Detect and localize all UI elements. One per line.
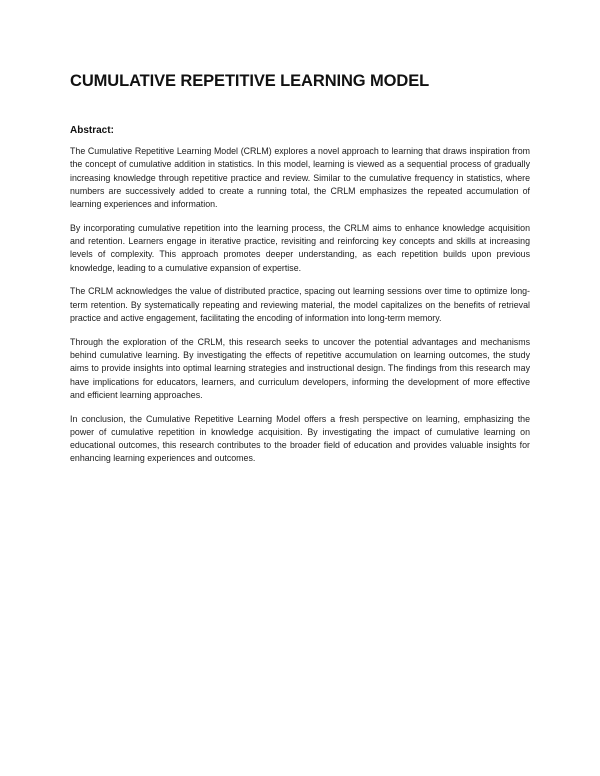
abstract-paragraph-2: By incorporating cumulative repetition into the learning process, the CRLM aims to enhance knowledge acquisition and retention. Learners engage in iterative practice, revisiting and reinforcing key concepts and skills at increasing levels of complexity. This approach promotes deeper understanding, as each repetition builds upon previous knowledge, leading to a cumulative expansion of expertise. <box>70 222 530 273</box>
abstract-heading: Abstract: <box>70 125 114 136</box>
document-title: CUMULATIVE REPETITIVE LEARNING MODEL <box>70 72 430 90</box>
abstract-paragraph-3: The CRLM acknowledges the value of distributed practice, spacing out learning sessions over time to optimize long-term retention. By systematically repeating and reviewing material, the model capitalizes on the benefits of retrieval practice and active engagement, facilitating the encoding of information into long-term memory. <box>70 286 530 323</box>
abstract-paragraph-5: In conclusion, the Cumulative Repetitive Learning Model offers a fresh perspective on learning, emphasizing the power of cumulative repetition in knowledge acquisition. By investigating the impact of cumulative learning on educational outcomes, this research contributes to the broader field of education and provides valuable insights for enhancing learning experiences and outcomes. <box>70 413 530 464</box>
abstract-paragraph-1: The Cumulative Repetitive Learning Model (CRLM) explores a novel approach to learning that draws inspiration from the concept of cumulative addition in statistics. In this model, learning is viewed as a sequential process of gradually increasing knowledge through repetitive practice and review. Similar to the cumulative frequency in statistics, where numbers are successively added to create a running total, the CRLM emphasizes the repeated accumulation of learning experiences and information. <box>70 146 530 209</box>
abstract-paragraph-4: Through the exploration of the CRLM, this research seeks to uncover the potential advantages and mechanisms behind cumulative learning. By investigating the effects of repetitive accumulation on learning outcomes, the study aims to provide insights into optimal learning strategies and instructional design. The findings from this research may have implications for educators, learners, and curriculum developers, informing the development of more effective and efficient learning approaches. <box>70 336 530 400</box>
abstract-body <box>70 145 530 476</box>
